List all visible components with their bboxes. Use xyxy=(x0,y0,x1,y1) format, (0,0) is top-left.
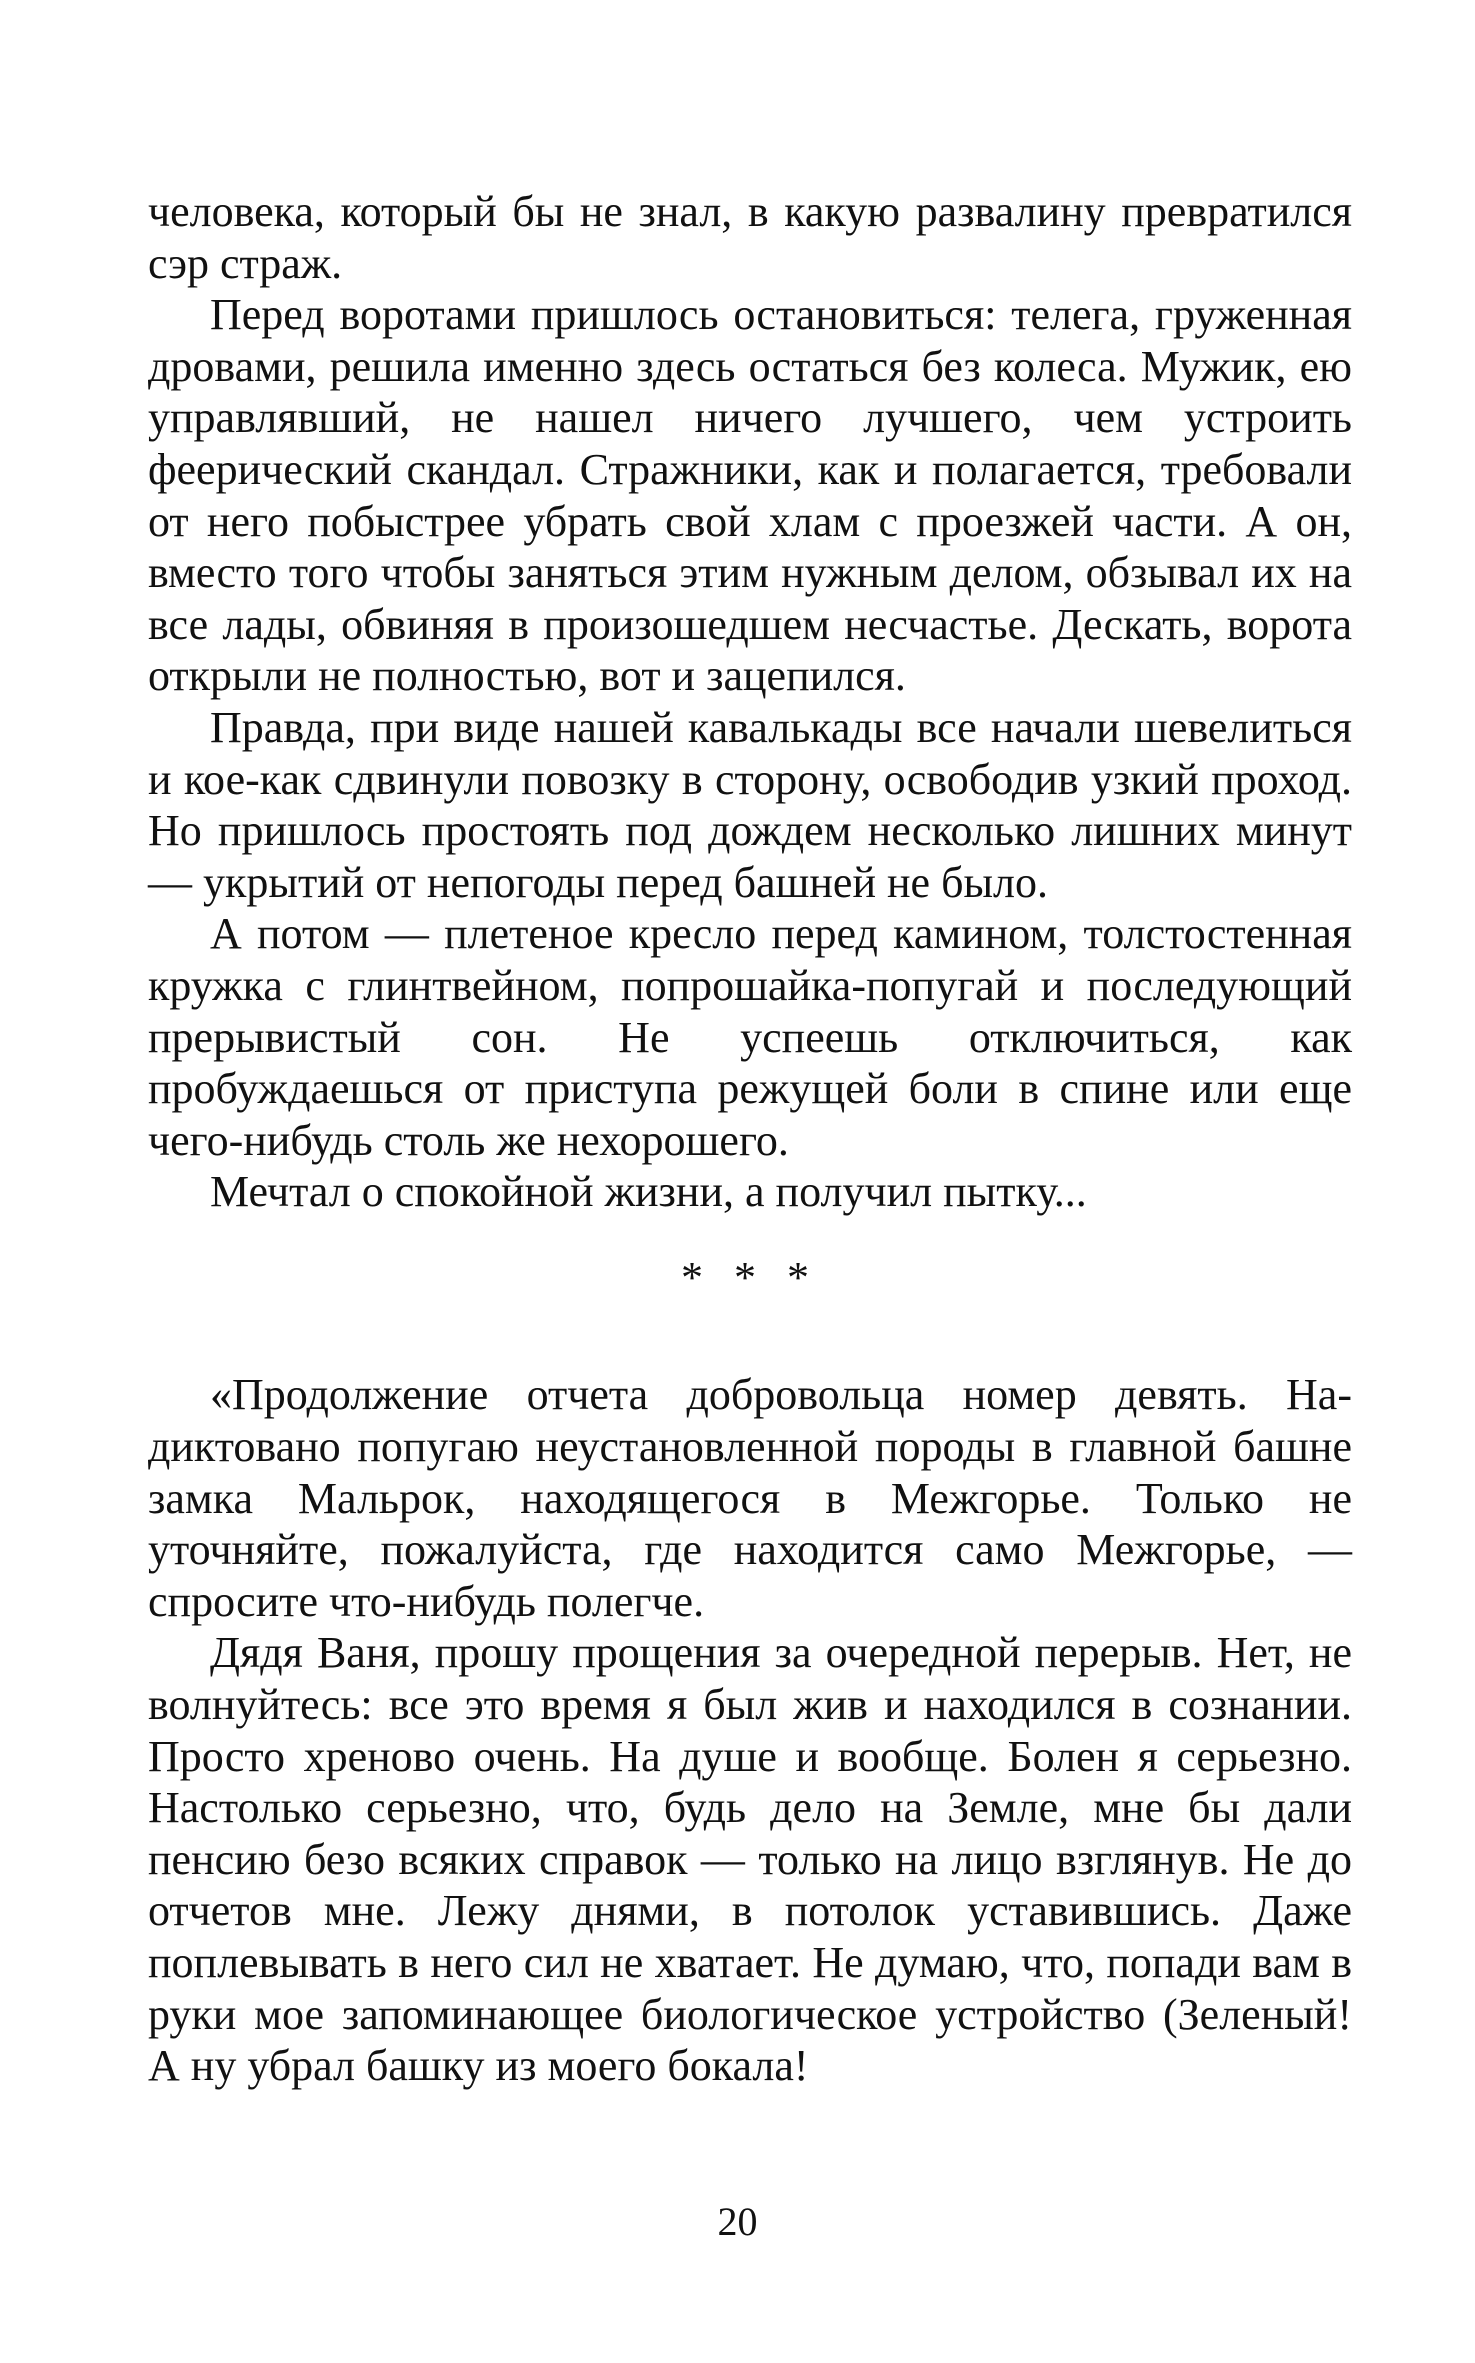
page-number: 20 xyxy=(717,2199,758,2244)
paragraph: А потом — плетеное кресло перед камином, толстостенная кружка с глинтвейном, попрошайка-попугай и последующий прерывистый сон. Не успеешь отключиться, как пробуждаешься от приступа режущей боли в спине или еще чего-нибудь столь же нехорошего. xyxy=(148,909,1352,1165)
section-2 xyxy=(148,1369,1352,2091)
paragraph: «Продолжение отчета добровольца номер девять. Надиктовано попугаю неустановленной породы в главной башне замка Мальрок, находящегося в Межгорье. Только не уточняйте, пожалуйста, где находится само Межгорье, — спросите что-нибудь полегче. xyxy=(148,1370,1352,1626)
paragraph: Правда, при виде нашей кавалькады все начали шевелиться и кое-как сдвинули повозку в сторону, освободив узкий проход. Но пришлось простоять под дождем несколько лишних минут — укрытий от непогоды перед башней не было. xyxy=(148,702,1352,907)
paragraph: Мечтал о спокойной жизни, а получил пытку... xyxy=(210,1167,1087,1217)
section-divider: * * * xyxy=(681,1252,819,1302)
paragraph: человека, который бы не знал, в какую развалину превратился сэр страж. xyxy=(148,187,1352,288)
page-content xyxy=(148,186,1352,2092)
section-1 xyxy=(148,186,1352,1218)
paragraph: Перед воротами пришлось остановиться: телега, груженная дровами, решила именно здесь остаться без колеса. Мужик, ею управлявший, не нашел ничего лучшего, чем устроить феерический скандал. Стражники, как и полагается, требовали от него побыстрее убрать свой хлам с проезжей части. А он, вместо того чтобы заняться этим нужным делом, обзывал их на все лады, обвиняя в произошедшем несчастье. Дескать, ворота открыли не полностью, вот и зацепился. xyxy=(148,290,1352,701)
paragraph: Дядя Ваня, прошу прощения за очередной перерыв. Нет, не волнуйтесь: все это время я был жив и находился в сознании. Просто хреново очень. На душе и вообще. Болен я серьезно. Настолько серьезно, что, будь дело на Земле, мне бы дали пенсию безо всяких справок — только на лицо взглянув. Не до отчетов мне. Лежу днями, в потолок уставившись. Даже поплевывать в него сил не хватает. Не думаю, что, попади вам в руки мое запоминающее биологическое устройство (Зеленый! А ну убрал башку из моего бокала! xyxy=(148,1628,1352,2091)
